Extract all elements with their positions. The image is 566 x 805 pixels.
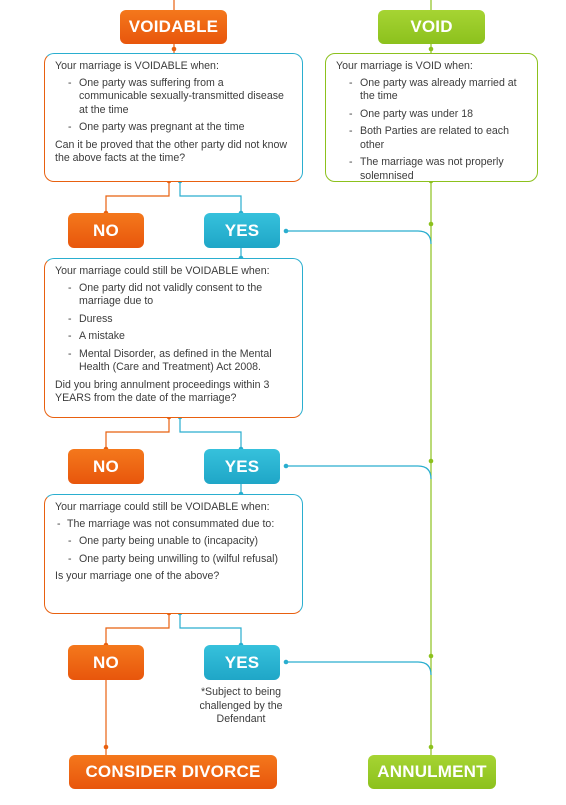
list-item: - One party was under 18 bbox=[336, 108, 527, 122]
box3-question: Is your marriage one of the above? bbox=[55, 570, 220, 582]
box3-list bbox=[55, 518, 292, 567]
annulment-result: ANNULMENT bbox=[368, 755, 496, 789]
no-button-1[interactable]: NO bbox=[68, 213, 144, 248]
list-item: - The marriage was not properly solemnised bbox=[336, 156, 527, 183]
consider-divorce-result: CONSIDER DIVORCE bbox=[69, 755, 277, 789]
list-item: - One party being unable to (incapacity) bbox=[55, 535, 292, 549]
box2-question: Did you bring annulment proceedings within 3 YEARS from the date of the marriage? bbox=[55, 378, 270, 404]
void-conditions-box bbox=[325, 53, 538, 182]
box1-question: Can it be proved that the other party did not know the above facts at the time? bbox=[55, 138, 288, 164]
list-item: - Mental Disorder, as defined in the Mental Health (Care and Treatment) Act 2008. bbox=[55, 348, 292, 375]
void-intro: Your marriage is VOID when: bbox=[336, 60, 473, 72]
list-item: - One party was suffering from a communicable sexually-transmitted disease at the time bbox=[55, 77, 292, 118]
box1-list bbox=[55, 77, 292, 135]
no-button-3[interactable]: NO bbox=[68, 645, 144, 680]
box1-intro: Your marriage is VOIDABLE when: bbox=[55, 60, 219, 72]
box2-list bbox=[55, 282, 292, 375]
voidable-consent-box bbox=[44, 258, 303, 418]
voidable-consummation-box bbox=[44, 494, 303, 614]
yes-button-2[interactable]: YES bbox=[204, 449, 280, 484]
box3-intro: Your marriage could still be VOIDABLE when: bbox=[55, 501, 270, 513]
list-item: - One party was already married at the time bbox=[336, 77, 527, 104]
list-item: - One party was pregnant at the time bbox=[55, 121, 292, 135]
voidable-heading: VOIDABLE bbox=[120, 10, 227, 44]
list-item: - Both Parties are related to each other bbox=[336, 125, 527, 152]
yes-button-1[interactable]: YES bbox=[204, 213, 280, 248]
footnote: *Subject to being challenged by the Defendant bbox=[199, 686, 283, 725]
list-item: - One party being unwilling to (wilful refusal) bbox=[55, 553, 292, 567]
void-list bbox=[336, 77, 527, 184]
list-item: - One party did not validly consent to the marriage due to bbox=[55, 282, 292, 309]
yes-button-3[interactable]: YES bbox=[204, 645, 280, 680]
list-item: - A mistake bbox=[55, 330, 292, 344]
list-item: - Duress bbox=[55, 313, 292, 327]
no-button-2[interactable]: NO bbox=[68, 449, 144, 484]
void-heading: VOID bbox=[378, 10, 485, 44]
box2-intro: Your marriage could still be VOIDABLE when: bbox=[55, 265, 270, 277]
list-item: - The marriage was not consummated due to: bbox=[55, 518, 292, 532]
voidable-conditions-box bbox=[44, 53, 303, 182]
